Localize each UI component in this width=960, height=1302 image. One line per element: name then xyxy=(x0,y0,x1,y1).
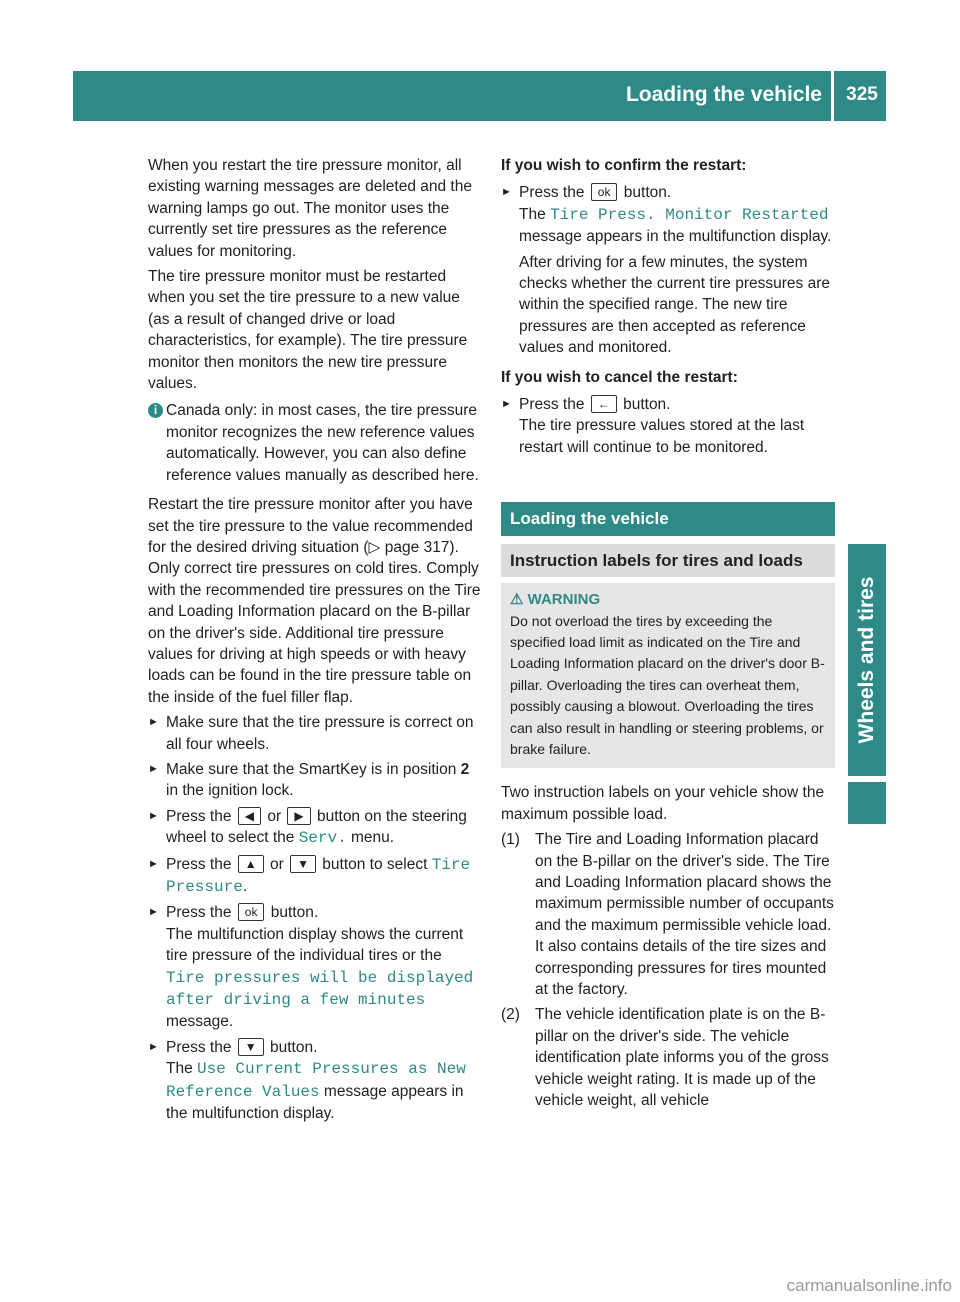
warning-box xyxy=(501,583,835,768)
paragraph: Restart the tire pressure monitor after you have set the tire pressure to the value recommended for the desired driving situation (▷ page 317). Only correct tire pressures on cold tires. Comply with the recommended tire pressures on the Tire and Loading Information placard on the B-pillar on the driver's side. Additional tire pressure values for driving at high speeds or with heavy loads can be found in the tire pressure table on the inside of the fuel filler flap. xyxy=(148,496,481,706)
page-number: 325 xyxy=(846,84,878,105)
display-text: Tire Press. Monitor Restarted xyxy=(550,205,829,224)
down-arrow-key-icon: ▼ xyxy=(290,855,316,873)
step: ► Press the ▼ button. The Use Current Pressures as New Reference Values message appears in the multifunction display. xyxy=(148,1038,466,1123)
subsection-heading: Instruction labels for tires and loads xyxy=(501,544,835,577)
warning-icon: ⚠ xyxy=(510,591,524,609)
step: ► Press the ▲ or ▼ button to select Tire Pressure. xyxy=(148,855,471,896)
paragraph: Two instruction labels on your vehicle show the maximum possible load. xyxy=(501,784,825,823)
paragraph: When you restart the tire pressure monitor, all existing warning messages are deleted and the warning lamps go out. The monitor uses the currently set tire pressures as the reference values for monitoring. xyxy=(148,157,472,260)
info-text: Canada only: in most cases, the tire pressure monitor recognizes the new reference values automatically. However, you can also define reference values manually as described here. xyxy=(166,402,479,484)
step: ► Press the ← button. The tire pressure values stored at the last restart will continue to be monitored. xyxy=(501,396,805,456)
step-arrow-icon: ► xyxy=(148,762,159,775)
left-column xyxy=(148,155,482,1128)
paragraph: The tire pressure monitor must be restarted when you set the tire pressure to a new value (as a result of changed drive or load characteristics, for example). The tire pressure monitor then monitors the new tire pressure values. xyxy=(148,268,468,393)
ok-key-icon: ok xyxy=(238,903,265,921)
step: ► Press the ok button. The multifunction display shows the current tire pressure of the individual tires or the Tire pressures will be displayed after driving a few minutes message. xyxy=(148,904,474,1031)
watermark: carmanualsonline.info xyxy=(786,1276,952,1295)
chapter-tab-label: Wheels and tires xyxy=(855,576,878,744)
chapter-marker xyxy=(848,782,886,824)
step-arrow-icon: ► xyxy=(501,186,512,199)
info-icon: i xyxy=(148,403,163,418)
section-heading: Loading the vehicle xyxy=(501,502,835,535)
step: ► Make sure that the SmartKey is in position 2 in the ignition lock. xyxy=(148,760,470,800)
header-divider xyxy=(831,71,834,121)
ok-key-icon: ok xyxy=(591,183,618,201)
right-arrow-key-icon: ▶ xyxy=(287,807,310,825)
warning-text: Do not overload the tires by exceeding the specified load limit as indicated on the Tire and Loading Information placard on the driver's door B-pillar. Overloading the tires can overheat them, possibly causing a blowout. Overloading the tires can also result in handling or steering problems, or brake failure. xyxy=(510,612,825,757)
subheading: If you wish to confirm the restart: xyxy=(501,157,747,174)
step-arrow-icon: ► xyxy=(501,398,512,411)
step: ► Press the ◀ or ▶ button on the steering wheel to select the Serv. menu. xyxy=(148,807,467,848)
subheading: If you wish to cancel the restart: xyxy=(501,368,738,386)
info-note xyxy=(148,400,482,486)
step-arrow-icon: ► xyxy=(148,906,159,919)
step-arrow-icon: ► xyxy=(148,857,159,870)
display-text: Tire pressures will be displayed after driving a few minutes xyxy=(166,968,474,1010)
step: ► Press the ok button. The Tire Press. Monitor Restarted message appears in the multifunction display. After driving for a few minutes, the system checks whether the current tire pressures are within the specified range. The new tire pressures are then accepted as reference values and monitored. xyxy=(501,184,832,357)
right-column xyxy=(501,155,835,1115)
warning-title: ⚠ WARNING xyxy=(510,591,601,609)
display-text: Use Current Pressures as New Reference Values xyxy=(166,1060,466,1101)
step-arrow-icon: ► xyxy=(148,1040,159,1053)
list-item: (1) The Tire and Loading Information placard on the B-pillar on the driver's side. The Tire and Loading Information placard shows the maximum permissible number of occupants and the maximum permissible vehicle load. It also contains details of the tire sizes and corresponding pressures for tires mounted at the factory. xyxy=(501,831,834,998)
step-arrow-icon: ► xyxy=(148,809,159,822)
back-key-icon: ← xyxy=(591,395,617,413)
page-title: Loading the vehicle xyxy=(625,83,822,106)
down-arrow-key-icon: ▼ xyxy=(238,1038,264,1056)
step-arrow-icon: ► xyxy=(148,716,159,729)
list-item: (2) The vehicle identification plate is on the B-pillar on the driver's side. The vehicle identification plate informs you of the gross vehicle weight rating. It is made up of the vehicle weight, all vehicle xyxy=(501,1006,829,1110)
step: ► Make sure that the tire pressure is correct on all four wheels. xyxy=(148,714,474,753)
display-text: Serv. xyxy=(298,829,347,848)
display-text: Tire Pressure xyxy=(166,855,471,896)
up-arrow-key-icon: ▲ xyxy=(238,855,264,873)
left-arrow-key-icon: ◀ xyxy=(238,807,261,825)
chapter-tab[interactable] xyxy=(848,544,886,776)
